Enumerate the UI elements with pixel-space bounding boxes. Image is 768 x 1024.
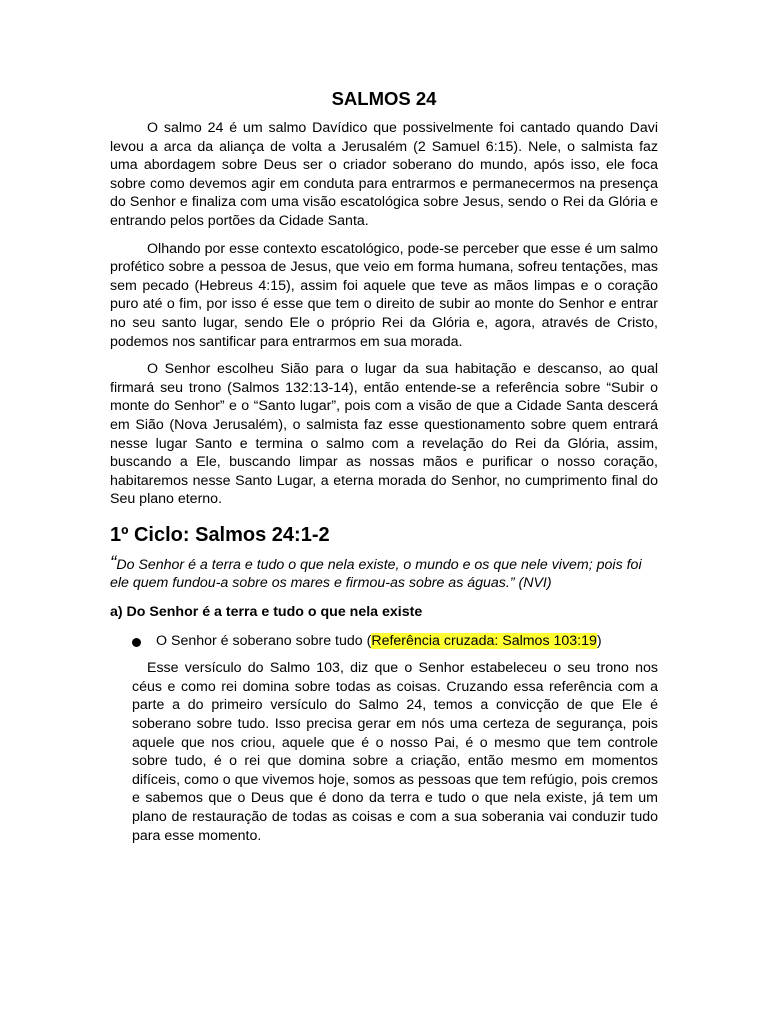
bullet-text (156, 632, 602, 651)
bullet-text-before: O Senhor é soberano sobre tudo ( (156, 632, 372, 649)
page-title: SALMOS 24 (331, 88, 437, 109)
zion-paragraph: O Senhor escolheu Sião para o lugar da sua habitação e descanso, ao qual firmará seu trono (Salmos 132:13-14), então entende-se a referência sobre “Subir o monte do Senhor” e o “Santo lugar”, pois com a visão de que a Cidade Santa descerá em Sião (Nova Jerusalém), o salmista faz esse questionamento sobre quem entrará nesse lugar Santo e termina o salmo com a revelação do Rei da Glória, assim, buscando a Ele, buscando limpar as nossas mãos e purificar o nosso coração, habitaremos nesse Santo Lugar, a eterna morada do Senhor, no cumprimento final do Seu plano eterno. (110, 361, 658, 508)
context-paragraph: Olhando por esse contexto escatológico, pode-se perceber que esse é um salmo profético sobre a pessoa de Jesus, que veio em forma humana, sofreu tentações, mas sem pecado (Hebreus 4:15), assim foi aquele que teve as mãos limpas e o coração puro até o fim, por isso é esse que tem o direito de subir ao monte do Senhor e entrar no seu santo lugar, sendo Ele o próprio Rei da Glória e, agora, através de Cristo, podemos nos santificar para entrarmos em sua morada. (110, 240, 658, 350)
bullet-dot-icon (132, 638, 141, 647)
bullet-explanation-paragraph: Esse versículo do Salmo 103, diz que o Senhor estabeleceu o seu trono nos céus e como rei domina sobre todas as coisas. Cruzando essa referência com a parte a do primeiro versículo do Salmo 24, temos a convicção de que Ele é soberano sobre tudo. Isso precisa gerar em nós uma certeza de segurança, pois aquele que nos criou, aquele que é o nosso Pai, é o mesmo que tem controle sobre tudo, é o rei que domina sobre a criação, então mesmo em momentos difíceis, como o que vivemos hoje, somos as pessoas que tem refúgio, pois cremos e sabemos que o Deus que é dono da terra e tudo o que nela existe, já tem um plano de restauração de todas as coisas e com a sua soberania vai conduzir tudo para esse momento. (132, 660, 658, 844)
verse-quote (110, 552, 658, 593)
bullet-item (132, 632, 658, 651)
opening-quote-mark: “ (110, 552, 117, 574)
document-content (110, 88, 658, 845)
section-subheading: a) Do Senhor é a terra e tudo o que nela existe (110, 604, 423, 621)
bullet-text-after: ) (596, 632, 602, 649)
cross-reference-highlight: Referência cruzada: Salmos 103:19 (371, 632, 597, 649)
verse-quote-text: Do Senhor é a terra e tudo o que nela existe, o mundo e os que nele vivem; pois foi ele quem fundou-a sobre os mares e firmou-as sobre as águas.” (NVI) (110, 556, 642, 592)
intro-paragraph: O salmo 24 é um salmo Davídico que possivelmente foi cantado quando Davi levou a arca da aliança de volta a Jerusalém (2 Samuel 6:15). Nele, o salmista faz uma abordagem sobre Deus ser o criador soberano do mundo, após isso, ele foca sobre como devemos agir em conduta para entrarmos e permanecermos na presença do Senhor e finaliza com uma visão escatológica sobre Jesus, sendo o Rei da Glória e entrando pelos portões da Cidade Santa. (110, 120, 658, 229)
cycle-heading: 1º Ciclo: Salmos 24:1-2 (110, 523, 330, 546)
